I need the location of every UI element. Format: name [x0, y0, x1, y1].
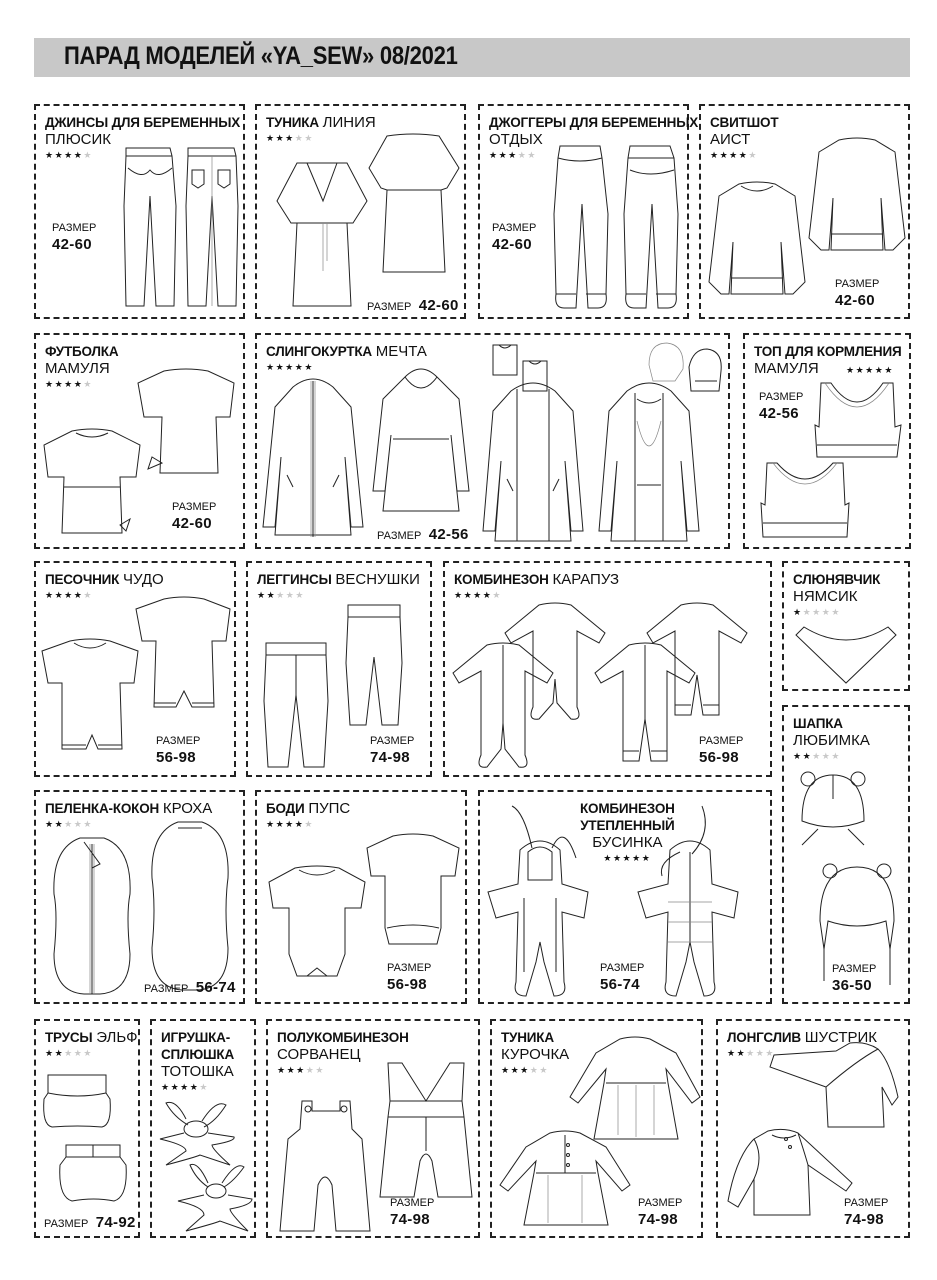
rating-stars: [266, 817, 350, 831]
jeans-back-sketch-icon: [184, 146, 240, 311]
pattern-name: МАМУЛЯ: [754, 360, 819, 377]
star-filled-icon: ★: [874, 365, 885, 375]
size-range: 56-98: [387, 976, 427, 993]
star-filled-icon: ★: [45, 150, 55, 160]
bodysuit-front-sketch-icon: [267, 864, 367, 984]
star-filled-icon: ★: [54, 150, 65, 160]
star-filled-icon: ★: [286, 1065, 297, 1075]
star-filled-icon: ★: [275, 819, 286, 829]
star-filled-icon: ★: [793, 751, 803, 761]
toy-bunny-front-sketch-icon: [156, 1099, 240, 1169]
joggers-back-sketch-icon: [622, 144, 680, 312]
star-empty-icon: ★: [831, 607, 841, 617]
pattern-type: ТУНИКА: [266, 115, 319, 130]
size-info: [52, 222, 96, 254]
pattern-name: ВЕСНУШКИ: [335, 571, 420, 588]
pattern-card-romper[interactable]: [34, 561, 236, 777]
pattern-type: СВИТШОТ: [710, 115, 779, 130]
star-filled-icon: ★: [64, 379, 74, 389]
pattern-card-insulated-jumpsuit[interactable]: [478, 790, 772, 1004]
rating-stars: [161, 1080, 234, 1094]
star-filled-icon: ★: [54, 1048, 65, 1058]
star-filled-icon: ★: [641, 853, 652, 863]
tunic-back-sketch-icon: [367, 132, 461, 280]
bodysuit-back-sketch-icon: [363, 832, 463, 952]
star-filled-icon: ★: [45, 1048, 55, 1058]
star-filled-icon: ★: [294, 819, 305, 829]
size-label: РАЗМЕР: [832, 963, 877, 975]
insulated-jumpsuit-front-sketch-icon: [484, 802, 594, 998]
size-range: 56-98: [156, 749, 196, 766]
pattern-name: ОТДЫХ: [489, 131, 543, 148]
star-filled-icon: ★: [603, 853, 613, 863]
pattern-name: КРОХА: [162, 800, 213, 817]
star-empty-icon: ★: [315, 1065, 325, 1075]
pattern-type: ПЕЛЕНКА-КОКОН: [45, 801, 160, 816]
star-filled-icon: ★: [73, 150, 84, 160]
briefs-front-sketch-icon: [42, 1073, 112, 1131]
size-label: РАЗМЕР: [370, 735, 415, 747]
star-filled-icon: ★: [54, 590, 65, 600]
star-filled-icon: ★: [612, 853, 623, 863]
joggers-front-sketch-icon: [552, 144, 610, 312]
star-empty-icon: ★: [746, 1048, 756, 1058]
size-range: 42-60: [172, 515, 212, 532]
star-filled-icon: ★: [304, 362, 314, 372]
sweatshirt-back-sketch-icon: [807, 138, 907, 254]
star-filled-icon: ★: [189, 1082, 200, 1092]
size-info: [387, 962, 431, 994]
star-filled-icon: ★: [45, 819, 55, 829]
nursing-top-front-sketch-icon: [759, 459, 851, 539]
star-filled-icon: ★: [285, 819, 295, 829]
pattern-name: ЧУДО: [122, 571, 164, 588]
pattern-name: ЛЮБИМКА: [793, 732, 870, 749]
jacket-back-sketch-icon: [369, 365, 473, 515]
rating-stars: [454, 588, 619, 602]
pattern-name: СОРВАНЕЦ: [277, 1046, 361, 1063]
star-filled-icon: ★: [277, 1065, 287, 1075]
star-filled-icon: ★: [710, 150, 720, 160]
star-filled-icon: ★: [161, 1082, 171, 1092]
star-filled-icon: ★: [275, 133, 286, 143]
tshirt-front-sketch-icon: [42, 429, 142, 537]
size-range: 42-60: [835, 292, 875, 309]
jumpsuit-back-cuffs-sketch-icon: [643, 603, 751, 733]
size-range: 56-74: [195, 979, 236, 996]
pattern-type: ТУНИКА: [501, 1030, 554, 1045]
size-info: [370, 735, 414, 767]
pattern-name: КАРАПУЗ: [552, 571, 620, 588]
star-empty-icon: ★: [83, 379, 93, 389]
rating-stars: [45, 1046, 138, 1060]
star-empty-icon: ★: [517, 150, 528, 160]
star-filled-icon: ★: [865, 365, 875, 375]
pattern-card-joggers[interactable]: [478, 104, 699, 319]
star-filled-icon: ★: [64, 150, 74, 160]
rating-stars: [266, 131, 376, 145]
star-empty-icon: ★: [755, 1048, 766, 1058]
star-filled-icon: ★: [64, 590, 74, 600]
pattern-type: КОМБИНЕЗОН: [454, 572, 549, 587]
jacket-front-sketch-icon: [261, 377, 365, 543]
star-filled-icon: ★: [729, 150, 739, 160]
pattern-type: ПЕСОЧНИК: [45, 572, 120, 587]
pattern-type: ДЖИНСЫ ДЛЯ БЕРЕМЕННЫХ: [45, 115, 241, 130]
size-label: РАЗМЕР: [52, 222, 97, 234]
star-filled-icon: ★: [266, 590, 277, 600]
size-range: 74-98: [370, 749, 410, 766]
size-range: 36-50: [832, 977, 872, 994]
briefs-back-sketch-icon: [58, 1143, 128, 1205]
size-info: [759, 391, 803, 423]
star-empty-icon: ★: [821, 607, 832, 617]
pattern-type: ДЖОГГЕРЫ ДЛЯ БЕРЕМЕННЫХ: [489, 115, 699, 130]
size-range: 42-56: [759, 405, 799, 422]
star-empty-icon: ★: [821, 751, 832, 761]
star-filled-icon: ★: [54, 819, 65, 829]
rating-stars: [501, 1063, 569, 1077]
star-filled-icon: ★: [498, 150, 509, 160]
star-filled-icon: ★: [793, 607, 803, 617]
star-empty-icon: ★: [73, 1048, 84, 1058]
star-filled-icon: ★: [285, 362, 295, 372]
romper-front-sketch-icon: [40, 637, 142, 757]
size-info: [638, 1197, 682, 1229]
pattern-type: БОДИ: [266, 801, 305, 816]
star-filled-icon: ★: [73, 590, 84, 600]
star-filled-icon: ★: [54, 379, 65, 389]
size-label: РАЗМЕР: [377, 530, 422, 542]
size-label: РАЗМЕР: [144, 983, 189, 995]
star-empty-icon: ★: [83, 590, 93, 600]
star-filled-icon: ★: [296, 1065, 306, 1075]
pattern-name: ПУПС: [308, 800, 351, 817]
size-info: [367, 296, 459, 315]
pattern-card-bib[interactable]: [782, 561, 910, 691]
tunic-front-sketch-icon: [275, 161, 369, 309]
size-label: РАЗМЕР: [390, 1197, 435, 1209]
jeans-front-sketch-icon: [122, 146, 178, 311]
star-empty-icon: ★: [529, 1065, 540, 1075]
jacket-sling-back-sketch-icon: [597, 381, 701, 545]
star-filled-icon: ★: [482, 590, 493, 600]
size-range: 74-92: [95, 1214, 136, 1231]
pattern-name: ЛИНИЯ: [322, 114, 376, 131]
pattern-name: МЕЧТА: [375, 343, 427, 360]
star-empty-icon: ★: [199, 1082, 209, 1092]
size-label: РАЗМЕР: [600, 962, 645, 974]
size-range: 42-60: [52, 236, 92, 253]
pattern-type-line-2: СПЛЮШКА: [161, 1047, 235, 1062]
pattern-card-sweatshirt[interactable]: [699, 104, 910, 319]
star-empty-icon: ★: [83, 819, 93, 829]
size-label: РАЗМЕР: [638, 1197, 683, 1209]
pattern-card-longsleeve[interactable]: [716, 1019, 910, 1238]
star-empty-icon: ★: [73, 819, 84, 829]
page-title: ПАРАД МОДЕЛЕЙ «YA_SEW» 08/2021: [64, 42, 458, 70]
pattern-card-sling-jacket[interactable]: [255, 333, 730, 549]
size-label: РАЗМЕР: [156, 735, 201, 747]
pattern-type: СЛЮНЯВЧИК: [793, 572, 881, 587]
longsleeve-back-sketch-icon: [766, 1041, 900, 1131]
star-empty-icon: ★: [748, 150, 758, 160]
size-info: [492, 222, 536, 254]
star-empty-icon: ★: [812, 751, 822, 761]
star-filled-icon: ★: [463, 590, 474, 600]
pattern-name: АИСТ: [710, 131, 751, 148]
star-filled-icon: ★: [802, 751, 813, 761]
pattern-type: СЛИНГОКУРТКА: [266, 344, 372, 359]
pattern-type: ПОЛУКОМБИНЕЗОН: [277, 1030, 409, 1045]
pattern-card-hat[interactable]: [782, 705, 910, 1004]
rating-stars: [793, 605, 880, 619]
size-range: 42-56: [428, 526, 469, 543]
star-filled-icon: ★: [285, 133, 295, 143]
pattern-name: КУРОЧКА: [501, 1046, 570, 1063]
size-info: [377, 525, 469, 544]
size-range: 56-98: [699, 749, 739, 766]
star-empty-icon: ★: [802, 607, 813, 617]
nursing-top-back-sketch-icon: [811, 381, 903, 459]
star-empty-icon: ★: [64, 819, 74, 829]
star-filled-icon: ★: [884, 365, 894, 375]
rating-stars: [710, 148, 778, 162]
pattern-type: ФУТБОЛКА: [45, 344, 119, 359]
pattern-card-bodysuit[interactable]: [255, 790, 467, 1004]
star-filled-icon: ★: [45, 590, 55, 600]
star-empty-icon: ★: [539, 1065, 549, 1075]
star-filled-icon: ★: [736, 1048, 747, 1058]
hat-bonnet-sketch-icon: [798, 769, 868, 855]
star-filled-icon: ★: [73, 379, 84, 389]
overalls-front-sketch-icon: [278, 1099, 372, 1235]
pattern-type-line-1: ИГРУШКА-: [161, 1030, 231, 1045]
size-label: РАЗМЕР: [699, 735, 744, 747]
rating-stars: [793, 749, 870, 763]
star-filled-icon: ★: [294, 362, 305, 372]
size-range: 56-74: [600, 976, 640, 993]
sweatshirt-front-sketch-icon: [707, 182, 807, 298]
longsleeve-front-sketch-icon: [724, 1127, 858, 1219]
size-info: [44, 1213, 136, 1232]
size-range: 42-60: [418, 297, 459, 314]
pattern-type: ТОП ДЛЯ КОРМЛЕНИЯ: [754, 344, 902, 359]
star-empty-icon: ★: [765, 1048, 775, 1058]
rating-stars: [846, 363, 894, 377]
pattern-name: ТОТОШКА: [161, 1063, 234, 1080]
size-info: [172, 501, 216, 533]
star-empty-icon: ★: [295, 590, 305, 600]
tunic-kurochka-front-sketch-icon: [498, 1129, 632, 1229]
star-filled-icon: ★: [632, 853, 642, 863]
overalls-back-sketch-icon: [378, 1061, 474, 1211]
pattern-type: ТРУСЫ: [45, 1030, 93, 1045]
star-filled-icon: ★: [520, 1065, 530, 1075]
star-filled-icon: ★: [266, 133, 276, 143]
size-label: РАЗМЕР: [44, 1218, 89, 1230]
rating-stars: [257, 588, 420, 602]
star-filled-icon: ★: [454, 590, 464, 600]
star-empty-icon: ★: [285, 590, 296, 600]
pattern-name: МАМУЛЯ: [45, 360, 110, 377]
pattern-card-tshirt[interactable]: [34, 333, 245, 549]
star-filled-icon: ★: [622, 853, 633, 863]
bib-sketch-icon: [794, 623, 898, 685]
star-empty-icon: ★: [831, 751, 841, 761]
pattern-name: БУСИНКА: [592, 834, 663, 851]
size-info: [699, 735, 743, 767]
size-range: 74-98: [390, 1211, 430, 1228]
jacket-sling-front-sketch-icon: [481, 381, 585, 545]
pattern-name: ШУСТРИК: [804, 1029, 878, 1046]
pattern-card-tunic-liniya[interactable]: [255, 104, 466, 319]
star-filled-icon: ★: [170, 1082, 181, 1092]
page-header: [34, 38, 910, 77]
size-label: РАЗМЕР: [844, 1197, 889, 1209]
star-empty-icon: ★: [305, 1065, 316, 1075]
leggings-front-sketch-icon: [262, 641, 330, 771]
pattern-name: ПЛЮСИК: [45, 131, 111, 148]
pattern-type: ЛЕГГИНСЫ: [257, 572, 332, 587]
size-label: РАЗМЕР: [387, 962, 432, 974]
insulated-jumpsuit-back-sketch-icon: [630, 802, 750, 998]
swaddle-back-sketch-icon: [148, 818, 232, 994]
star-empty-icon: ★: [812, 607, 822, 617]
star-filled-icon: ★: [275, 362, 286, 372]
size-info: [844, 1197, 888, 1229]
rating-stars: [45, 377, 118, 391]
size-label: РАЗМЕР: [835, 278, 880, 290]
star-empty-icon: ★: [83, 150, 93, 160]
pattern-card-tunic-kurochka[interactable]: [490, 1019, 703, 1238]
pattern-card-swaddle[interactable]: [34, 790, 245, 1004]
star-filled-icon: ★: [266, 819, 276, 829]
pattern-card-toy[interactable]: [150, 1019, 256, 1238]
size-info: [144, 978, 236, 997]
star-filled-icon: ★: [510, 1065, 521, 1075]
star-filled-icon: ★: [489, 150, 499, 160]
star-filled-icon: ★: [855, 365, 866, 375]
size-range: 42-60: [492, 236, 532, 253]
star-filled-icon: ★: [45, 379, 55, 389]
pattern-type-line-2: УТЕПЛЕННЫЙ: [580, 818, 675, 833]
star-filled-icon: ★: [846, 365, 856, 375]
pattern-type: ШАПКА: [793, 716, 843, 731]
pattern-card-jeans[interactable]: [34, 104, 245, 319]
pattern-card-jumpsuit-karapuz[interactable]: [443, 561, 772, 777]
pattern-card-briefs[interactable]: [34, 1019, 140, 1238]
tunic-kurochka-back-sketch-icon: [568, 1035, 702, 1143]
pattern-card-leggings[interactable]: [246, 561, 432, 777]
star-empty-icon: ★: [64, 1048, 74, 1058]
star-empty-icon: ★: [83, 1048, 93, 1058]
size-label: РАЗМЕР: [172, 501, 217, 513]
star-empty-icon: ★: [294, 133, 305, 143]
star-filled-icon: ★: [501, 1065, 511, 1075]
pattern-card-overalls[interactable]: [266, 1019, 480, 1238]
star-empty-icon: ★: [276, 590, 286, 600]
size-info: [390, 1197, 434, 1229]
star-filled-icon: ★: [719, 150, 730, 160]
star-empty-icon: ★: [492, 590, 502, 600]
star-empty-icon: ★: [304, 819, 314, 829]
star-filled-icon: ★: [473, 590, 483, 600]
size-label: РАЗМЕР: [367, 301, 412, 313]
size-info: [832, 963, 876, 995]
size-info: [600, 962, 644, 994]
star-empty-icon: ★: [527, 150, 537, 160]
romper-back-sketch-icon: [134, 595, 234, 715]
size-label: РАЗМЕР: [759, 391, 804, 403]
swaddle-front-sketch-icon: [50, 834, 134, 998]
star-filled-icon: ★: [727, 1048, 737, 1058]
size-info: [835, 278, 879, 310]
size-label: РАЗМЕР: [492, 222, 537, 234]
size-info: [156, 735, 200, 767]
pattern-type: ЛОНГСЛИВ: [727, 1030, 801, 1045]
star-filled-icon: ★: [180, 1082, 190, 1092]
pattern-name: ЭЛЬФ: [96, 1029, 138, 1046]
tshirt-back-sketch-icon: [136, 369, 236, 477]
star-empty-icon: ★: [304, 133, 314, 143]
size-range: 74-98: [638, 1211, 678, 1228]
toy-bunny-back-sketch-icon: [172, 1161, 256, 1235]
size-range: 74-98: [844, 1211, 884, 1228]
star-filled-icon: ★: [266, 362, 276, 372]
leggings-back-sketch-icon: [344, 603, 404, 733]
star-filled-icon: ★: [257, 590, 267, 600]
star-filled-icon: ★: [508, 150, 518, 160]
star-filled-icon: ★: [738, 150, 749, 160]
pattern-card-nursing-top[interactable]: [743, 333, 911, 549]
pattern-type-line-1: КОМБИНЕЗОН: [580, 801, 675, 816]
pattern-name: НЯМСИК: [793, 588, 858, 605]
